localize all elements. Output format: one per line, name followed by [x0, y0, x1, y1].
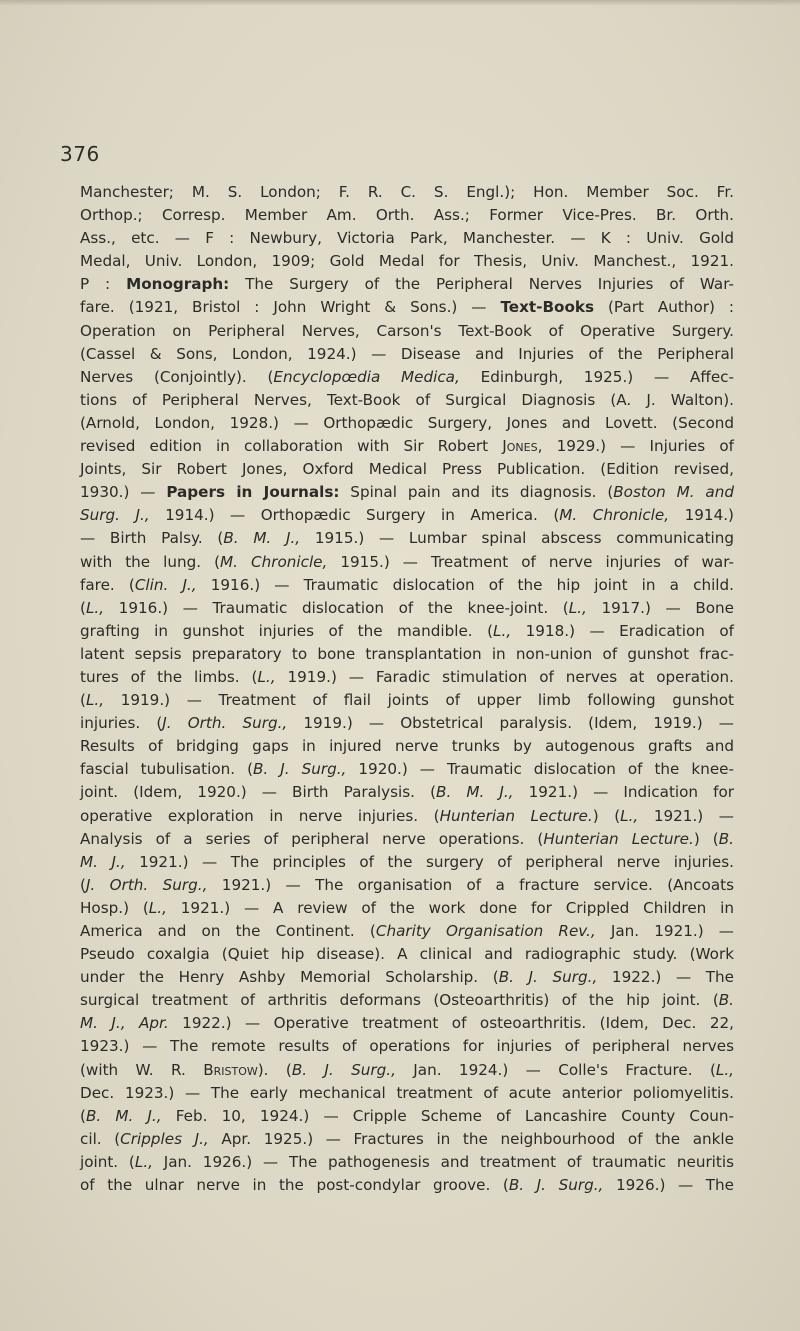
biography-text-block: [80, 181, 734, 1197]
text-segment: Hunterian Lecture.: [543, 829, 694, 848]
text-segment: (Cassel & Sons, London, 1924.) — Disease and Injuries of the Peripheral: [80, 344, 734, 363]
text-segment: Cripples J.,: [120, 1129, 209, 1148]
text-segment: 1918.) — Eradication of: [511, 621, 735, 640]
text-segment: Pseudo coxalgia (Quiet hip disease). A clinical and radiographic study. (Work: [80, 945, 734, 964]
text-line: [80, 620, 734, 643]
text-segment: 1920.) — Traumatic dislocation of the knee-: [346, 760, 734, 779]
text-segment: (Arnold, London, 1928.) — Orthopædic Surgery, Jones and Lovett. (Second: [80, 413, 734, 432]
text-line: [80, 712, 734, 735]
section-heading: Text-Books: [500, 298, 595, 317]
text-segment: L.,: [257, 667, 276, 686]
text-segment: ) (: [592, 806, 621, 825]
text-segment: revised edition in collaboration with Sir Robert: [80, 437, 503, 456]
text-segment: Orthop.; Corresp. Member Am. Orth. Ass.; Former Vice-Pres. Br. Orth.: [80, 206, 734, 225]
text-segment: Results of bridging gaps in injured nerve trunks by autogenous grafts and: [80, 737, 734, 756]
text-line: [80, 504, 734, 527]
text-segment: , 1929.) — Injuries of: [537, 437, 734, 456]
text-segment: B.: [718, 991, 734, 1010]
text-segment: Spinal pain and its diagnosis. (: [339, 483, 614, 502]
text-line: [80, 1174, 734, 1197]
text-line: [80, 574, 734, 597]
text-segment: (: [80, 1106, 86, 1125]
text-line: [80, 805, 734, 828]
text-segment: M. J.,: [80, 852, 126, 871]
text-segment: M. Chronicle,: [559, 506, 670, 525]
text-line: [80, 1128, 734, 1151]
text-segment: 1919.) — Obstetrical paralysis. (Idem, 1919.) —: [287, 714, 734, 733]
text-segment: B. J. Surg.,: [498, 968, 598, 987]
text-segment: L.,: [148, 898, 167, 917]
text-line: [80, 897, 734, 920]
text-segment: America and on the Continent. (: [80, 922, 376, 940]
text-segment: L.,: [568, 598, 587, 617]
text-segment: L.,: [620, 806, 639, 825]
section-heading: Papers in Journals:: [166, 483, 340, 502]
text-line: [80, 366, 734, 389]
text-segment: (with W. R.: [80, 1060, 204, 1079]
text-segment: fare. (1921, Bristol : John Wright & Sons.) —: [80, 298, 501, 317]
text-line: [80, 273, 734, 296]
text-line: [80, 227, 734, 250]
text-segment: J. Orth. Surg.,: [85, 875, 208, 894]
text-segment: 1916.) — Traumatic dislocation of the knee-joint. (: [104, 598, 569, 617]
text-segment: 1914.): [669, 506, 734, 525]
text-line: [80, 920, 734, 943]
text-segment: Jan. 1926.) — The pathogenesis and treatment of traumatic neuritis: [152, 1152, 734, 1171]
text-segment: B. M. J.,: [436, 783, 514, 802]
text-segment: Clin. J.,: [134, 575, 197, 594]
text-segment: Jones: [502, 437, 538, 456]
text-segment: L.,: [715, 1060, 734, 1079]
text-segment: Bristow: [203, 1060, 258, 1079]
text-segment: Dec. 1923.) — The early mechanical treatment of acute anterior poliomyelitis.: [80, 1083, 734, 1102]
page-number: 376: [60, 142, 100, 166]
text-line: [80, 689, 734, 712]
text-line: [80, 435, 734, 458]
text-line: [80, 1105, 734, 1128]
text-segment: ). (: [257, 1060, 292, 1079]
text-line: [80, 204, 734, 227]
text-segment: injuries. (: [80, 714, 163, 733]
text-segment: 1922.) — The: [597, 968, 735, 987]
text-segment: 1922.) — Operative treatment of osteoarthritis. (Idem, Dec. 22,: [168, 1014, 734, 1033]
text-segment: B. J. Surg.,: [291, 1060, 396, 1079]
text-segment: surgical treatment of arthritis deformans (Osteoarthritis) of the hip joint. (: [80, 991, 719, 1010]
text-segment: Charity Organisation Rev.,: [375, 922, 596, 940]
text-segment: 1921.) — The organisation of a fracture service. (Ancoats: [207, 875, 734, 894]
text-line: [80, 1012, 734, 1035]
text-segment: with the lung. (: [80, 552, 221, 571]
text-segment: of the ulnar nerve in the post-condylar groove. (: [80, 1176, 509, 1195]
text-line: [80, 989, 734, 1012]
text-line: [80, 250, 734, 273]
text-segment: fare. (: [80, 575, 135, 594]
text-segment: B. M. J.,: [85, 1106, 162, 1125]
text-line: [80, 296, 734, 319]
text-segment: (Part Author) :: [594, 298, 734, 317]
text-segment: Analysis of a series of peripheral nerve operations. (: [80, 829, 544, 848]
text-segment: Feb. 10, 1924.) — Cripple Scheme of Lancashire County Coun-: [161, 1106, 734, 1125]
text-line: [80, 781, 734, 804]
text-line: [80, 735, 734, 758]
text-segment: Ass., etc. — F : Newbury, Victoria Park, Manchester. — K : Univ. Gold: [80, 229, 734, 248]
text-segment: 1921.) — Indication for: [513, 783, 735, 802]
text-segment: (: [80, 598, 86, 617]
text-segment: cil. (: [80, 1129, 121, 1148]
text-segment: B. J. Surg.,: [508, 1176, 604, 1195]
page-top-edge-shadow: [0, 0, 800, 6]
text-line: [80, 966, 734, 989]
text-line: [80, 551, 734, 574]
text-segment: (: [80, 691, 86, 710]
section-heading: Monograph:: [126, 275, 230, 294]
text-segment: Nerves (Conjointly). (: [80, 367, 274, 386]
text-segment: Encyclopœdia Medica,: [273, 367, 460, 386]
text-segment: 1915.) — Lumbar spinal abscess communicating: [300, 529, 735, 548]
text-segment: J. Orth. Surg.,: [162, 714, 288, 733]
text-segment: Operation on Peripheral Nerves, Carson's Text-Book of Operative Surgery.: [80, 321, 734, 340]
text-line: [80, 758, 734, 781]
text-segment: Hosp.) (: [80, 898, 149, 917]
text-line: [80, 1035, 734, 1058]
text-line: [80, 527, 734, 550]
text-segment: joint. (: [80, 1152, 135, 1171]
text-line: [80, 1059, 734, 1082]
text-segment: under the Henry Ashby Memorial Scholarship. (: [80, 968, 499, 987]
text-line: [80, 666, 734, 689]
text-line: [80, 1151, 734, 1174]
text-segment: Jan. 1924.) — Colle's Fracture. (: [395, 1060, 716, 1079]
text-segment: fascial tubulisation. (: [80, 760, 254, 779]
text-segment: operative exploration in nerve injuries. (: [80, 806, 440, 825]
text-segment: 1916.) — Traumatic dislocation of the hip joint in a child.: [196, 575, 734, 594]
text-segment: Jan. 1921.) —: [595, 922, 734, 940]
text-segment: M. J., Apr.: [80, 1014, 169, 1033]
text-segment: 1917.) — Bone: [586, 598, 734, 617]
text-segment: L.,: [134, 1152, 153, 1171]
text-segment: joint. (Idem, 1920.) — Birth Paralysis. (: [80, 783, 437, 802]
text-segment: Edinburgh, 1925.) — Affec-: [459, 367, 734, 386]
text-segment: Hunterian Lecture.: [439, 806, 593, 825]
text-line: [80, 458, 734, 481]
text-segment: 1923.) — The remote results of operations for injuries of peripheral nerves: [80, 1037, 734, 1056]
text-segment: L.,: [85, 691, 105, 710]
text-segment: 1915.) — Treatment of nerve injuries of war-: [327, 552, 734, 571]
text-segment: Boston M. and: [613, 483, 734, 502]
text-segment: tions of Peripheral Nerves, Text-Book of Surgical Diagnosis (A. J. Walton).: [80, 390, 734, 409]
text-line: [80, 943, 734, 966]
text-segment: 1914.) — Orthopædic Surgery in America. (: [149, 506, 560, 525]
text-segment: P :: [80, 275, 127, 294]
text-segment: — Birth Palsy. (: [80, 529, 224, 548]
text-line: [80, 851, 734, 874]
text-line: [80, 874, 734, 897]
text-line: [80, 828, 734, 851]
text-segment: L.,: [85, 598, 105, 617]
text-segment: B.: [718, 829, 734, 848]
text-segment: Surg. J.,: [80, 506, 150, 525]
text-segment: M. Chronicle,: [220, 552, 328, 571]
text-line: [80, 481, 734, 504]
text-line: [80, 412, 734, 435]
text-segment: latent sepsis preparatory to bone transplantation in non-union of gunshot frac-: [80, 644, 734, 663]
text-segment: Manchester; M. S. London; F. R. C. S. Engl.); Hon. Member Soc. Fr.: [80, 183, 734, 201]
text-segment: 1926.) — The: [603, 1176, 735, 1195]
text-segment: 1919.) — Faradic stimulation of nerves at operation.: [275, 667, 734, 686]
text-segment: tures of the limbs. (: [80, 667, 258, 686]
text-segment: Apr. 1925.) — Fractures in the neighbourhood of the ankle: [208, 1129, 734, 1148]
text-segment: 1921.) — A review of the work done for Crippled Children in: [166, 898, 734, 917]
text-segment: ) (: [693, 829, 719, 848]
text-segment: The Surgery of the Peripheral Nerves Injuries of War-: [229, 275, 734, 294]
text-line: [80, 643, 734, 666]
text-line: [80, 597, 734, 620]
text-segment: Medal, Univ. London, 1909; Gold Medal for Thesis, Univ. Manchest., 1921.: [80, 252, 734, 271]
text-segment: 1919.) — Treatment of flail joints of upper limb following gunshot: [104, 691, 734, 710]
text-line: [80, 1082, 734, 1105]
text-line: [80, 343, 734, 366]
text-segment: 1921.) — The principles of the surgery of peripheral nerve injuries.: [125, 852, 734, 871]
text-segment: B. M. J.,: [223, 529, 301, 548]
text-line: [80, 389, 734, 412]
text-segment: grafting in gunshot injuries of the mandible. (: [80, 621, 494, 640]
text-segment: (: [80, 875, 86, 894]
text-segment: 1921.) —: [638, 806, 734, 825]
text-line: [80, 181, 734, 204]
text-segment: 1930.) —: [80, 483, 167, 502]
text-segment: L.,: [493, 621, 512, 640]
text-segment: Joints, Sir Robert Jones, Oxford Medical Press Publication. (Edition revised,: [80, 460, 734, 479]
text-segment: B. J. Surg.,: [253, 760, 347, 779]
text-line: [80, 320, 734, 343]
